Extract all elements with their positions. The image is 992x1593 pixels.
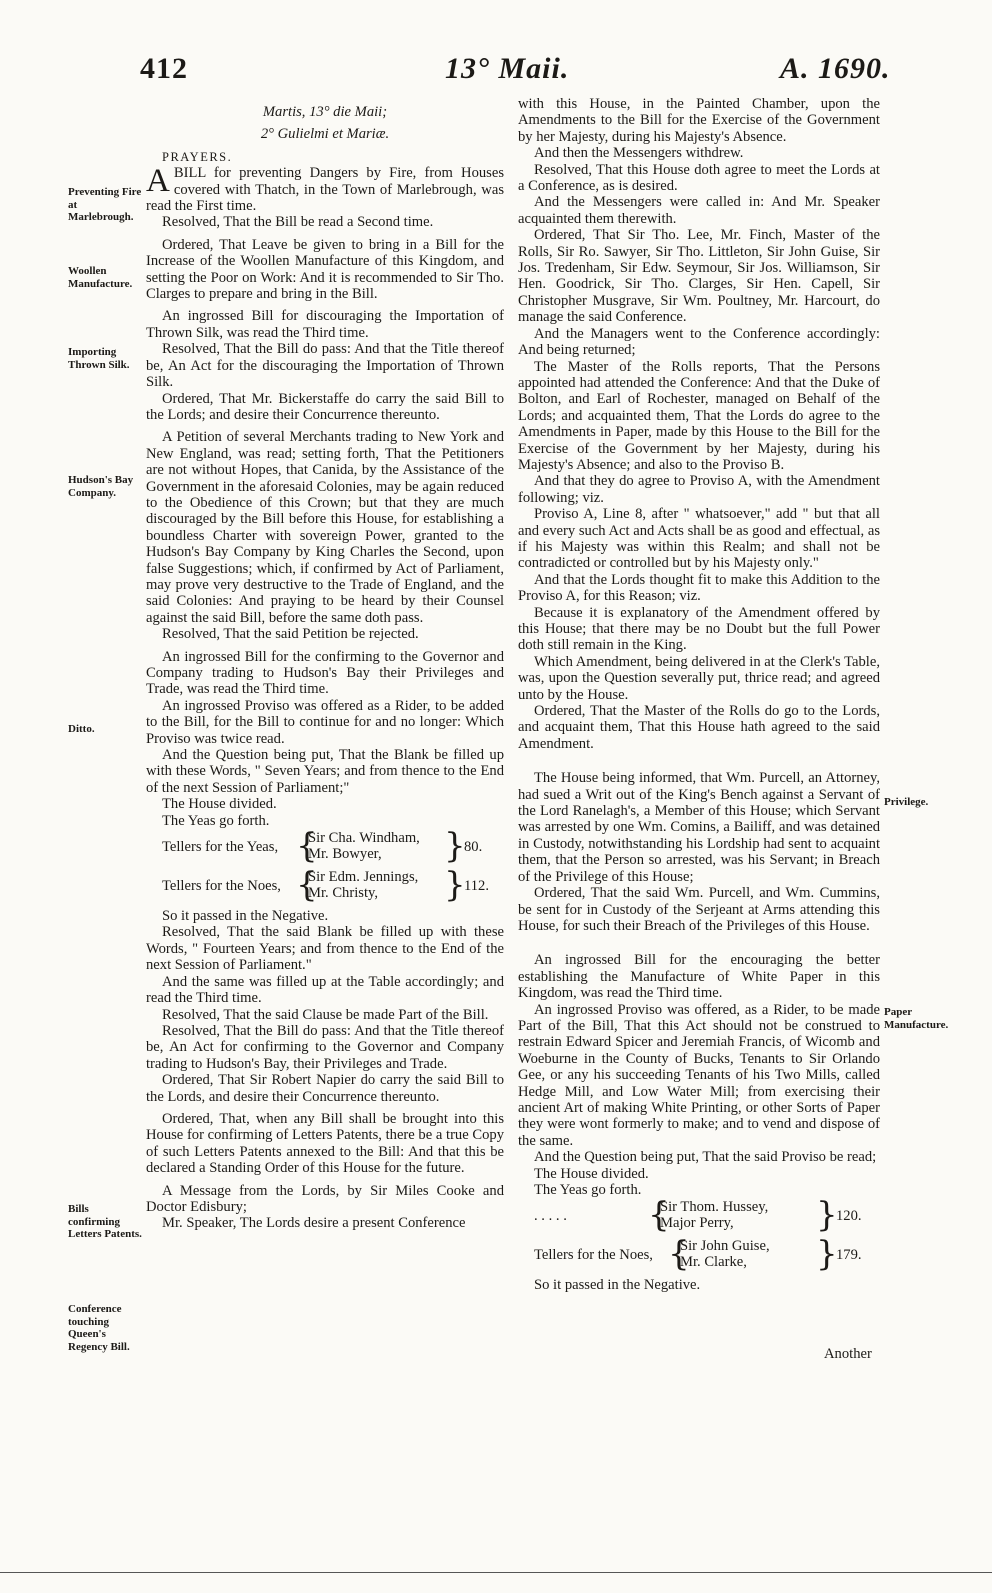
tellers-label: Tellers for the Noes, bbox=[534, 1247, 653, 1264]
paragraph-text: Ordered, That the Master of the Rolls do go to the Lords, and acquaint them, That this House hath agreed to the said Amendment. bbox=[518, 703, 880, 752]
paragraph bbox=[518, 227, 880, 325]
paragraph bbox=[146, 626, 504, 642]
margin-note: Woollen Manufacture. bbox=[68, 265, 133, 290]
tellers-label: . . . . . bbox=[534, 1208, 567, 1225]
paragraph bbox=[518, 1002, 880, 1150]
tellers-label: Tellers for the Noes, bbox=[162, 878, 281, 895]
paragraph-text: A Message from the Lords, by Sir Miles Cooke and Doctor Edisbury; bbox=[146, 1182, 504, 1215]
paragraph bbox=[518, 96, 880, 145]
tellers-label: Tellers for the Yeas, bbox=[162, 839, 279, 856]
paragraph-text: Ordered, That Mr. Bickerstaffe do carry the said Bill to the Lords; and desire their Concurrence thereunto. bbox=[146, 390, 504, 423]
paragraph bbox=[146, 698, 504, 747]
paragraph-text: Resolved, That the Bill be read a Second time. bbox=[162, 214, 434, 231]
paragraph bbox=[146, 126, 504, 142]
vote-count: 179. bbox=[836, 1247, 862, 1264]
vote-count: 112. bbox=[464, 878, 489, 895]
paragraph bbox=[518, 1166, 880, 1182]
paragraph bbox=[518, 162, 880, 195]
paragraph bbox=[146, 649, 504, 698]
tellers-block bbox=[518, 1195, 880, 1236]
tellers-block bbox=[518, 1234, 880, 1275]
paragraph-text: And the Managers went to the Conference accordingly: And being returned; bbox=[518, 325, 880, 359]
brace: { bbox=[296, 865, 318, 906]
paragraph-text: So it passed in the Negative. bbox=[162, 908, 329, 925]
page-number: 412 bbox=[140, 52, 188, 85]
paragraph-text: Resolved, That the said Clause be made Part of the Bill. bbox=[162, 1006, 489, 1023]
paragraph-text: An ingrossed Bill for discouraging the Importation of Thrown Silk, was read the Third time. bbox=[146, 308, 504, 341]
paragraph bbox=[518, 145, 880, 161]
margin-note: Bills confirming Letters Patents. bbox=[68, 1203, 142, 1240]
teller-name: Sir Cha. Windham, bbox=[308, 830, 420, 847]
catchword: Another bbox=[824, 1346, 872, 1362]
margin-note: Ditto. bbox=[68, 723, 95, 735]
brace: } bbox=[444, 826, 466, 867]
margin-note: Privilege. bbox=[884, 796, 929, 808]
vote-count: 80. bbox=[464, 839, 483, 856]
paragraph bbox=[162, 149, 504, 165]
paragraph-text: And that they do agree to Proviso A, with the Amendment following; viz. bbox=[518, 473, 880, 506]
paragraph bbox=[146, 1183, 504, 1216]
paragraph-text: An ingrossed Bill for the confirming to the Governor and Company trading to Hudson's Bay their Privileges and Trade, was read the Third time. bbox=[146, 648, 504, 698]
margin-note: Conference touching Queen's Regency Bill. bbox=[68, 1303, 130, 1353]
brace: } bbox=[816, 1234, 838, 1275]
teller-name: Major Perry, bbox=[660, 1215, 734, 1232]
paragraph-text: Resolved, That the Bill do pass: And that the Title thereof be, An Act for the discouraging the Importation of Thrown Silk. bbox=[146, 341, 504, 391]
paragraph bbox=[146, 1215, 504, 1231]
paragraph bbox=[518, 572, 880, 605]
paragraph bbox=[518, 1149, 880, 1165]
tellers-block bbox=[146, 826, 504, 867]
tellers-block bbox=[146, 865, 504, 906]
running-date: 13° Maii. bbox=[445, 52, 570, 85]
margin-note: Hudson's Bay Company. bbox=[68, 474, 134, 499]
paragraph-text: An ingrossed Proviso was offered, as a Rider, to be made Part of the Bill, That this Act should not be construed to restrain Edward Spicer and Jeremiah Francis, of Wicomb and Woeburne in the County of Bucks, Tenants to Sir Orlando Gee, or any his succeeding Tenants of his Two Mills, called Hedge Mill, and Low Water Mill; from exercising their ancient Art of making White Printing, or other Sorts of Paper they were wont formerly to make; and to vend and dispose of the same. bbox=[518, 1001, 880, 1149]
brace: { bbox=[648, 1195, 670, 1236]
paragraph-text: with this House, in the Painted Chamber, upon the Amendments to the Bill for the Exercise of the Government by her Majesty, during his Majesty's Absence. bbox=[518, 96, 880, 145]
paragraph bbox=[518, 194, 880, 227]
paragraph bbox=[146, 974, 504, 1007]
paragraph-text: BILL for preventing Dangers by Fire, from Houses covered with Thatch, in the Town of Marlebrough, was read the First time. bbox=[146, 165, 504, 215]
paragraph bbox=[518, 605, 880, 654]
vote-count: 120. bbox=[836, 1208, 862, 1225]
paragraph bbox=[146, 214, 504, 230]
paragraph-text: The Master of the Rolls reports, That the Persons appointed had attended the Conference: And that the Duke of Bolton, and Earl of Rochester, managed on Behalf of the Lords; and acquainted them, That the Lords do agree to the Amendments in Paper, made by this House to the Bill for the Exercise of the Government by her Majesty, during his Majesty's Absence; and also to the Proviso B. bbox=[518, 358, 880, 473]
paragraph-text: Ordered, That Sir Robert Napier do carry the said Bill to the Lords, and desire their Concurrence thereunto. bbox=[146, 1072, 504, 1105]
paragraph bbox=[518, 952, 880, 1001]
paragraph bbox=[146, 165, 504, 214]
running-year: A. 1690. bbox=[780, 52, 891, 85]
paragraph bbox=[518, 703, 880, 752]
brace: { bbox=[668, 1234, 690, 1275]
teller-name: Sir Thom. Hussey, bbox=[660, 1199, 769, 1216]
paragraph bbox=[518, 326, 880, 359]
paragraph bbox=[146, 104, 504, 120]
bottom-rule bbox=[0, 1572, 992, 1573]
teller-name: Sir John Guise, bbox=[680, 1238, 770, 1255]
right-column bbox=[518, 96, 880, 1294]
teller-name: Mr. Clarke, bbox=[680, 1254, 747, 1271]
paragraph bbox=[146, 1007, 504, 1023]
paragraph-text: Because it is explanatory of the Amendment offered by this House; that there may be no Doubt but the full Power doth still remain in the King. bbox=[518, 604, 880, 654]
paragraph bbox=[146, 391, 504, 424]
paragraph-text: Proviso A, Line 8, after " whatsoever," add " but that all and every such Act and Acts shall be as good and effectual, as if his Majesty was within this Realm; and shall not be contradicted or controlled but by his Majesty only." bbox=[518, 506, 880, 572]
paragraph-text: Resolved, That the said Petition be rejected. bbox=[162, 626, 419, 643]
brace: } bbox=[816, 1195, 838, 1236]
paragraph-text: And that the Lords thought fit to make this Addition to the Proviso A, for this Reason; viz. bbox=[518, 571, 880, 605]
teller-name: Mr. Christy, bbox=[308, 885, 379, 902]
brace: } bbox=[444, 865, 466, 906]
paragraph-text: The House being informed, that Wm. Purcell, an Attorney, had sued a Writ out of the King's Bench against a Servant of the Lord Ranelagh's, a Member of this House; which Servant was arrested by one Wm. Comins, a Bailiff, and was detained in Custody, notwithstanding his Lordship had sent to acquaint them, that the Person so arrested, was his Servant; in Breach of the Privilege of this House; bbox=[518, 770, 880, 885]
paragraph-text: The Yeas go forth. bbox=[534, 1182, 642, 1198]
paragraph-text: 2° Gulielmi et Mariæ. bbox=[260, 126, 390, 143]
paragraph bbox=[518, 359, 880, 474]
paragraph-text: And the same was filled up at the Table accordingly; and read the Third time. bbox=[146, 973, 504, 1007]
left-column bbox=[146, 104, 504, 1232]
paragraph bbox=[518, 473, 880, 506]
paragraph-text: And the Question being put, That the Blank be filled up with these Words, " Seven Years; and from thence to the End of the next Session of Parliament;" bbox=[146, 747, 504, 796]
teller-name: Sir Edm. Jennings, bbox=[308, 869, 419, 886]
paragraph-text: And the Messengers were called in: And Mr. Speaker acquainted them therewith. bbox=[518, 194, 880, 227]
paragraph-text: Ordered, That Leave be given to bring in a Bill for the Increase of the Woollen Manufacture of this Kingdom, and setting the Poor on Work: And it is recommended to Sir Tho. Clarges to prepare and bring in the Bill. bbox=[146, 236, 504, 303]
paragraph bbox=[146, 341, 504, 390]
paragraph bbox=[146, 747, 504, 796]
drop-cap: A bbox=[146, 163, 170, 200]
paragraph-text: Which Amendment, being delivered in at the Clerk's Table, was, upon the Question severally put, thrice read; and agreed unto by the House. bbox=[518, 653, 880, 703]
paragraph bbox=[518, 885, 880, 934]
paragraph-text: An ingrossed Bill for the encouraging the better establishing the Manufacture of White Paper in this Kingdom, was read the Third time. bbox=[518, 952, 880, 1002]
paragraph-text: Ordered, That Sir Tho. Lee, Mr. Finch, Master of the Rolls, Sir Ro. Sawyer, Sir Tho. Littleton, Sir John Guise, Sir Jos. Tredenham, Sir Edw. Seymour, Sir Jos. Williamson, Sir Hen. Goodrick, Sir Tho. Clarges, Sir Hen. Capell, Sir Christopher Musgrave, Sir Wm. Poultney, Mr. Harcourt, do manage the said Conference. bbox=[518, 227, 880, 326]
paragraph bbox=[518, 654, 880, 703]
margin-note: Preventing Fire at Marlebrough. bbox=[68, 186, 142, 223]
paragraph-text: Resolved, That the Bill do pass: And that the Title thereof be, An Act for confirming to the Governor and Company trading to Hudson's Bay, their Privileges and Trade. bbox=[146, 1022, 504, 1072]
paragraph bbox=[518, 1277, 880, 1293]
paragraph-text: And the Question being put, That the said Proviso be read; bbox=[534, 1149, 877, 1166]
teller-name: Mr. Bowyer, bbox=[308, 846, 382, 863]
paragraph-text: The House divided. bbox=[534, 1165, 649, 1182]
paragraph-text: The House divided. bbox=[162, 796, 277, 813]
paragraph-text: PRAYERS. bbox=[162, 149, 233, 164]
paragraph-text: Resolved, That the said Blank be filled up with these Words, " Fourteen Years; and from thence to the End of the next Session of Parliament." bbox=[146, 924, 504, 974]
paragraph-text: Ordered, That, when any Bill shall be brought into this House for confirming of Letters Patents, there be a true Copy of such Letters Patents annexed to the Bill: And that this be declared a Standing Order of this House for the future. bbox=[146, 1110, 504, 1177]
paragraph-text: So it passed in the Negative. bbox=[534, 1277, 701, 1294]
paragraph-text: An ingrossed Proviso was offered as a Rider, to be added to the Bill, for the Bill to continue for and no longer: Which Proviso was twice read. bbox=[146, 697, 504, 747]
paragraph bbox=[146, 308, 504, 341]
paragraph-text: Martis, 13° die Maii; bbox=[262, 104, 388, 120]
paragraph bbox=[146, 1023, 504, 1072]
brace: { bbox=[296, 826, 318, 867]
paragraph-text: A Petition of several Merchants trading to New York and New England, was read; setting forth, That the Petitioners are not without Hopes, that Canida, by the Assistance of the Government in the aforesaid Colonies, may be again reduced to the Obedience of this Crown; but that they are much discouraged by the Bill before this House, for establishing a boundless Charter with sovereign Power, granted to the Hudson's Bay Company by King Charles the Second, upon false Suggestions; which, if confirmed by Act of Parliament, may prove very destructive to the Trade of England, and the said Colonies: And praying to be heard by their Counsel against the said Bill, before the same doth pass. bbox=[146, 429, 504, 626]
margin-note: Importing Thrown Silk. bbox=[68, 346, 130, 371]
paragraph-text: Resolved, That this House doth agree to meet the Lords at a Conference, as is desired. bbox=[518, 161, 880, 195]
paragraph bbox=[146, 908, 504, 924]
paragraph bbox=[146, 924, 504, 973]
margin-note: Paper Manufacture. bbox=[884, 1006, 949, 1031]
paragraph-text: And then the Messengers withdrew. bbox=[534, 145, 744, 162]
paragraph bbox=[146, 1072, 504, 1105]
paragraph bbox=[146, 796, 504, 812]
paragraph bbox=[146, 237, 504, 303]
paragraph-text: The Yeas go forth. bbox=[162, 812, 270, 829]
paragraph bbox=[146, 429, 504, 626]
paragraph bbox=[518, 506, 880, 572]
paragraph bbox=[518, 770, 880, 885]
paragraph bbox=[146, 1111, 504, 1177]
paragraph-text: Mr. Speaker, The Lords desire a present Conference bbox=[162, 1215, 466, 1232]
paragraph-text: Ordered, That the said Wm. Purcell, and Wm. Cummins, be sent for in Custody of the Serjeant at Arms attending this House, for such their Breach of the Privileges of this House. bbox=[518, 885, 880, 934]
